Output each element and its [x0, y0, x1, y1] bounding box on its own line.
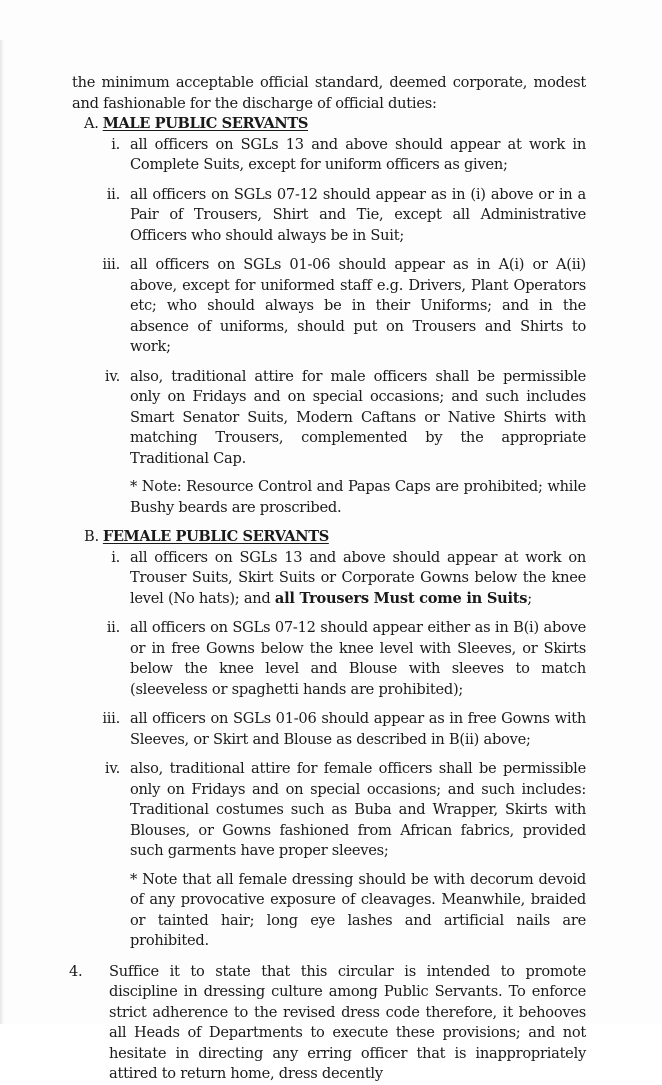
- list-item: [72, 255, 586, 358]
- item-number: ii.: [106, 619, 120, 636]
- document-body: [69, 73, 586, 1085]
- item-text: all officers on SGLs 07-12 should appear either as in B(i) above or in free Gowns below the knee level with Sleeves, or Skirts below the knee level and Blouse with sleeves to match (sleeveless or spaghetti hands are prohibited);: [130, 619, 586, 698]
- item-text: [130, 548, 586, 610]
- item-number: ii.: [106, 185, 120, 203]
- item-list: [72, 548, 586, 952]
- item-text: all officers on SGLs 07-12 should appear as in (i) above or in a Pair of Trousers, Shirt and Tie, except all Administrative Officers who should always be in Suit;: [130, 185, 586, 244]
- item-text: all officers on SGLs 13 and above should appear at work in Complete Suits, except for uniform officers as given;: [130, 135, 586, 173]
- paragraph-number: 4.: [69, 962, 83, 980]
- item-text: also, traditional attire for male officers shall be permissible only on Fridays and on special occasions; and such includes Smart Senator Suits, Modern Caftans or Native Shirts with matching Trousers, complemented by the appropriate Traditional Cap.: [130, 367, 586, 467]
- list-item: [72, 367, 586, 519]
- section-heading: [84, 527, 586, 548]
- item-text: also, traditional attire for female officers shall be permissible only on Fridays and on special occasions; and such includes: Traditional costumes such as Buba and Wrapper, Skirts with Blouses, or Gowns fashioned from African fabrics, provided such garments have proper sleeves;: [130, 760, 586, 859]
- page-edge-shadow: [0, 40, 4, 1024]
- item-number: iii.: [102, 710, 120, 727]
- item-note: * Note: Resource Control and Papas Caps are prohibited; while Bushy beards are proscribed.: [130, 478, 586, 516]
- list-item: [72, 135, 586, 176]
- list-item: [72, 618, 586, 700]
- paragraph-4: [69, 962, 586, 1085]
- section-female-public-servants: [72, 527, 586, 952]
- item-list: [72, 135, 586, 519]
- item-text-part: all officers on SGLs 13 and above should appear at work on Trouser Suits, Skirt Suits or Corporate Gowns below the knee level (No hats); and: [130, 548, 586, 607]
- item-text: all officers on SGLs 01-06 should appear as in free Gowns with Sleeves, or Skirt and Blouse as described in B(ii) above;: [130, 710, 586, 748]
- intro-paragraph: the minimum acceptable official standard, deemed corporate, modest and fashionable for the discharge of official duties:: [72, 74, 586, 112]
- section-title: FEMALE PUBLIC SERVANTS: [102, 528, 329, 545]
- list-item: [72, 709, 586, 750]
- item-number: i.: [111, 135, 120, 153]
- item-number: i.: [111, 548, 120, 566]
- item-note: * Note that all female dressing should be with decorum devoid of any provocative exposure of cleavages. Meanwhile, braided or tainted hair; long eye lashes and artificial nails are prohibited.: [130, 870, 586, 949]
- item-text-bold: all Trousers Must come in Suits: [274, 589, 528, 607]
- paragraph-text: Suffice it to state that this circular is intended to promote discipline in dressing culture among Public Servants. To enforce strict adherence to the revised dress code therefore, it behooves all Heads of Departments to execute these provisions; and not hesitate in directing any erring officer that is inappropriately attired to return home, dress decently: [109, 962, 586, 1082]
- item-number: iii.: [102, 256, 120, 273]
- item-number: iv.: [104, 760, 120, 777]
- section-heading: [84, 114, 586, 135]
- section-male-public-servants: [72, 114, 586, 518]
- list-item: [72, 548, 586, 610]
- item-text-part: ;: [527, 589, 532, 607]
- section-letter: A.: [84, 115, 99, 132]
- item-number: iv.: [104, 367, 120, 385]
- item-text: all officers on SGLs 01-06 should appear as in A(i) or A(ii) above, except for uniformed staff e.g. Drivers, Plant Operators etc; who should always be in their Uniforms; and in the absence of uniforms, should put on Trousers and Shirts to work;: [130, 256, 586, 355]
- section-title: MALE PUBLIC SERVANTS: [102, 115, 308, 132]
- list-item: [72, 185, 586, 247]
- section-letter: B.: [84, 528, 99, 545]
- list-item: [72, 759, 586, 952]
